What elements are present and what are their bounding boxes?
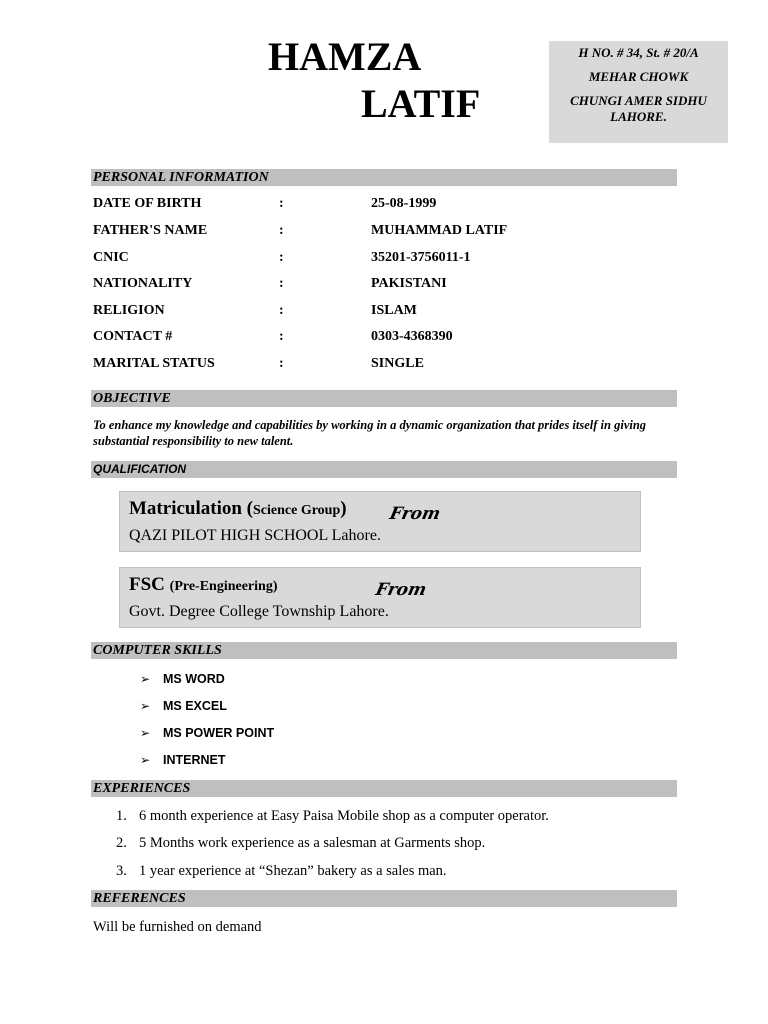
experience-number: 3. <box>116 863 127 879</box>
section-heading-references: REFERENCES <box>91 890 677 907</box>
info-value: 0303-4368390 <box>371 329 453 344</box>
qualification-from: From <box>373 580 429 600</box>
skill-label: MS EXCEL <box>163 699 227 713</box>
info-label: FATHER'S NAME <box>93 223 208 238</box>
experience-text: 1 year experience at “Shezan” bakery as a sales man. <box>139 863 447 879</box>
arrow-bullet-icon: ➢ <box>140 726 151 740</box>
experience-item <box>116 862 447 880</box>
arrow-bullet-icon: ➢ <box>140 672 151 686</box>
qualification-from: From <box>387 504 443 524</box>
section-heading-skills: COMPUTER SKILLS <box>91 642 677 659</box>
section-heading-qualification: QUALIFICATION <box>91 461 677 478</box>
address-line: CHUNGI AMER SIDHU <box>570 93 707 108</box>
section-heading-personal: PERSONAL INFORMATION <box>91 169 677 186</box>
skill-item <box>140 697 227 715</box>
skill-item <box>140 751 226 769</box>
section-heading-experiences: EXPERIENCES <box>91 780 677 797</box>
skill-item <box>140 670 225 688</box>
experience-number: 2. <box>116 835 127 851</box>
info-label: NATIONALITY <box>93 276 193 291</box>
qualification-paren: ) <box>340 498 347 519</box>
info-separator: : <box>279 303 284 318</box>
skill-label: MS WORD <box>163 672 225 686</box>
info-label: DATE OF BIRTH <box>93 196 202 211</box>
info-value: 35201-3756011-1 <box>371 250 471 265</box>
experience-item <box>116 834 485 852</box>
info-separator: : <box>279 223 284 238</box>
info-label: CNIC <box>93 250 129 265</box>
address-line: MEHAR CHOWK <box>588 69 689 84</box>
qualification-institute: QAZI PILOT HIGH SCHOOL Lahore. <box>129 527 381 544</box>
info-value: MUHAMMAD LATIF <box>371 223 508 238</box>
info-label: CONTACT # <box>93 329 173 344</box>
qualification-institute: Govt. Degree College Township Lahore. <box>129 603 389 620</box>
applicant-first-name: HAMZA <box>268 34 422 79</box>
experience-number: 1. <box>116 808 127 824</box>
info-separator: : <box>279 329 284 344</box>
info-value: PAKISTANI <box>371 276 447 291</box>
address-box <box>549 41 728 143</box>
experience-item <box>116 807 549 825</box>
qualification-degree: FSC <box>129 574 170 595</box>
section-heading-objective: OBJECTIVE <box>91 390 677 407</box>
qualification-degree: Matriculation ( <box>129 498 254 519</box>
objective-text: To enhance my knowledge and capabilities by working in a dynamic organization that prides itself in giving substantial responsibility to new talent. <box>93 418 647 448</box>
info-value: ISLAM <box>371 303 417 318</box>
references-text: Will be furnished on demand <box>93 919 262 935</box>
info-label: RELIGION <box>93 303 165 318</box>
info-label: MARITAL STATUS <box>93 356 215 371</box>
info-value: 25-08-1999 <box>371 196 437 211</box>
qualification-card <box>119 491 641 552</box>
info-separator: : <box>279 276 284 291</box>
skill-label: MS POWER POINT <box>163 726 275 740</box>
qualification-group: Science Group <box>253 503 341 518</box>
info-value: SINGLE <box>371 356 424 371</box>
qualification-group: (Pre-Engineering) <box>169 579 278 594</box>
skill-label: INTERNET <box>163 753 226 767</box>
qualification-title <box>129 497 640 523</box>
info-separator: : <box>279 250 284 265</box>
address-line: H NO. # 34, St. # 20/A <box>578 45 699 60</box>
address-line: LAHORE. <box>610 109 667 124</box>
qualification-card <box>119 567 641 628</box>
experience-text: 5 Months work experience as a salesman at Garments shop. <box>139 835 486 851</box>
arrow-bullet-icon: ➢ <box>140 753 151 767</box>
info-separator: : <box>279 356 284 371</box>
experience-text: 6 month experience at Easy Paisa Mobile shop as a computer operator. <box>139 808 549 824</box>
applicant-last-name: LATIF <box>361 81 481 126</box>
arrow-bullet-icon: ➢ <box>140 699 151 713</box>
info-separator: : <box>279 196 284 211</box>
skill-item <box>140 724 274 742</box>
